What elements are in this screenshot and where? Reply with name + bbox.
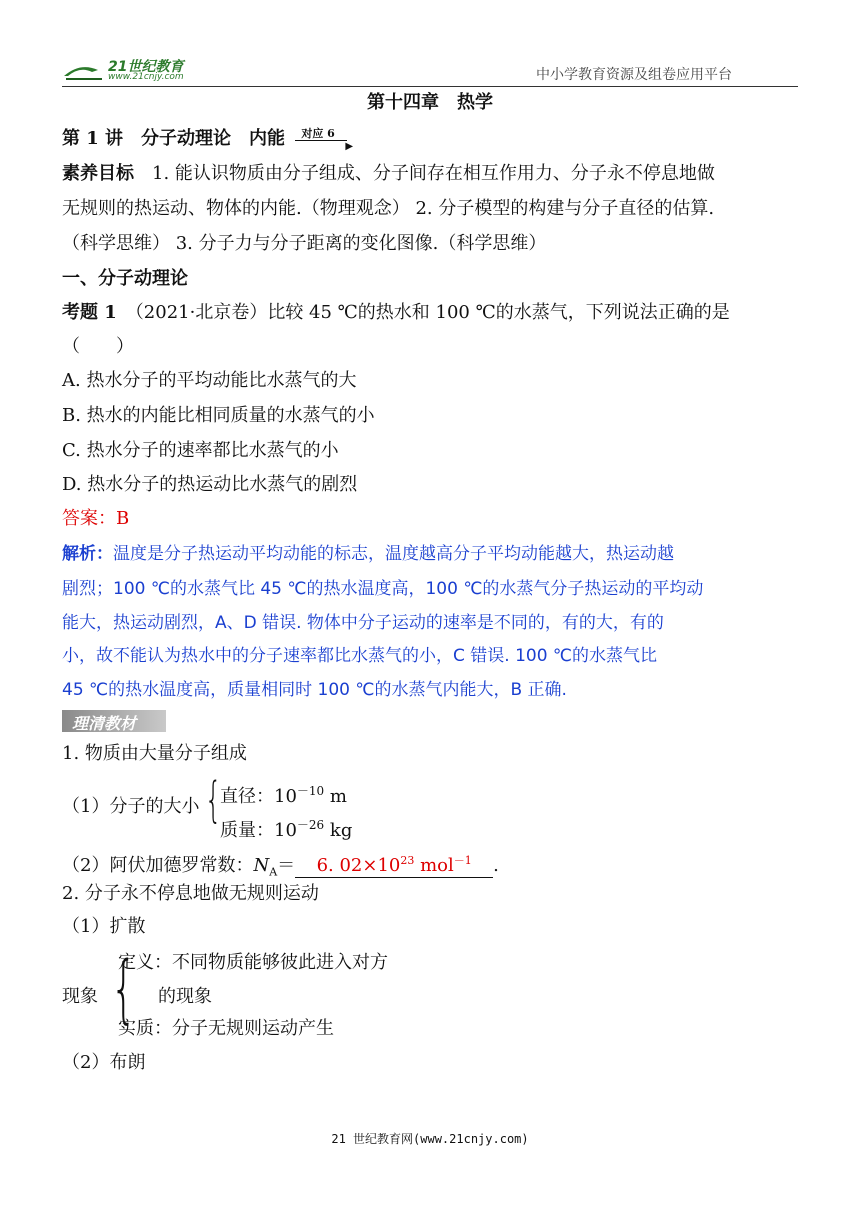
platform-label: 中小学教育资源及组卷应用平台 <box>536 67 732 83</box>
avogadro-answer: 6. $02\times 10^{23}$ mol$^{-1}$ <box>295 850 493 878</box>
question-blank: （ ） <box>62 336 134 357</box>
avogadro-line: （2）阿伏加德罗常数：$N_A= 6$. $02\times 10^{23}$ mol$^{-1}$ . <box>62 850 499 884</box>
chapter-title: 第十四章 热学 <box>367 92 493 113</box>
analysis-line-1 <box>62 543 674 565</box>
phenomenon-label: 现象 <box>62 986 98 1007</box>
question-label: 考题 1 <box>62 302 117 323</box>
section-tag <box>62 710 166 732</box>
analysis-line-5: 45 ℃的热水温度高，质量相同时 100 ℃的水蒸气内能大，B 正确. <box>62 680 567 700</box>
lecture-title <box>62 128 353 150</box>
section-tag-label: 理清教材 <box>72 714 137 733</box>
goals-text-1: 1. 能认识物质由分子组成、分子间存在相互作用力、分子永不停息地做 <box>134 163 715 184</box>
goals-line-1 <box>62 163 715 185</box>
size-label: （1）分子的大小 <box>62 796 200 817</box>
goals-line-2: 无规则的热运动、物体的内能.（物理观念） 2. 分子模型的构建与分子直径的估算. <box>62 198 715 219</box>
option-d: D. 热水分子的热运动比水蒸气的剧烈 <box>62 474 358 495</box>
arrow-head-icon: ▶ <box>345 141 354 152</box>
option-c: C. 热水分子的速率都比水蒸气的小 <box>62 440 339 461</box>
site-logo <box>62 56 222 84</box>
essence-line: 实质：分子无规则运动产生 <box>118 1018 334 1039</box>
question-stem <box>62 302 730 324</box>
goals-label: 素养目标 <box>62 163 134 184</box>
brace-icon: { <box>204 772 222 828</box>
question-text: （2021·北京卷）比较 45 ℃的热水和 100 ℃的水蒸气，下列说法正确的是 <box>116 302 730 323</box>
analysis-label: 解析： <box>62 544 113 564</box>
header-divider <box>62 86 798 87</box>
reference-arrow-label: 对应 6 <box>301 127 335 140</box>
analysis-line-4: 小，故不能认为热水中的分子速率都比水蒸气的小，C 错误. 100 ℃的水蒸气比 <box>62 646 658 666</box>
diffusion-heading: （1）扩散 <box>62 916 146 937</box>
analysis-line-3: 能大，热运动剧烈，A、D 错误. 物体中分子运动的速率是不同的，有的大，有的 <box>62 613 664 633</box>
definition-line-2: 的现象 <box>158 986 212 1007</box>
footer: 21 世纪教育网(www.21cnjy.com) <box>331 1132 529 1146</box>
brownian-heading: （2）布朗 <box>62 1052 146 1073</box>
brace-icon-2: { <box>110 946 137 1032</box>
analysis-line-2: 剧烈；100 ℃的水蒸气比 45 ℃的热水温度高，100 ℃的水蒸气分子热运动的平均动 <box>62 579 704 599</box>
reference-arrow <box>295 128 353 150</box>
option-a: A. 热水分子的平均动能比水蒸气的大 <box>62 370 357 391</box>
logo-url: www.21cnjy.com <box>108 72 184 82</box>
lecture-title-text: 第 1 讲 分子动理论 内能 <box>62 128 286 149</box>
analysis-text-1: 温度是分子热运动平均动能的标志，温度越高分子平均动能越大，热运动越 <box>113 544 674 564</box>
diameter-line: 直径：$10^{-10}$ m <box>220 784 347 807</box>
option-b: B. 热水的内能比相同质量的水蒸气的小 <box>62 405 375 426</box>
logo-text: 21世纪教育 <box>108 59 184 75</box>
goals-line-3: （科学思维） 3. 分子力与分子距离的变化图像.（科学思维） <box>62 233 547 254</box>
answer: 答案：B <box>62 508 130 529</box>
definition-line-1: 定义：不同物质能够彼此进入对方 <box>118 952 388 973</box>
mass-line: 质量：$10^{-26}$ kg <box>220 818 353 841</box>
section-title: 一、分子动理论 <box>62 268 188 289</box>
content-item-2: 2. 分子永不停息地做无规则运动 <box>62 883 319 904</box>
content-item-1: 1. 物质由大量分子组成 <box>62 743 247 764</box>
